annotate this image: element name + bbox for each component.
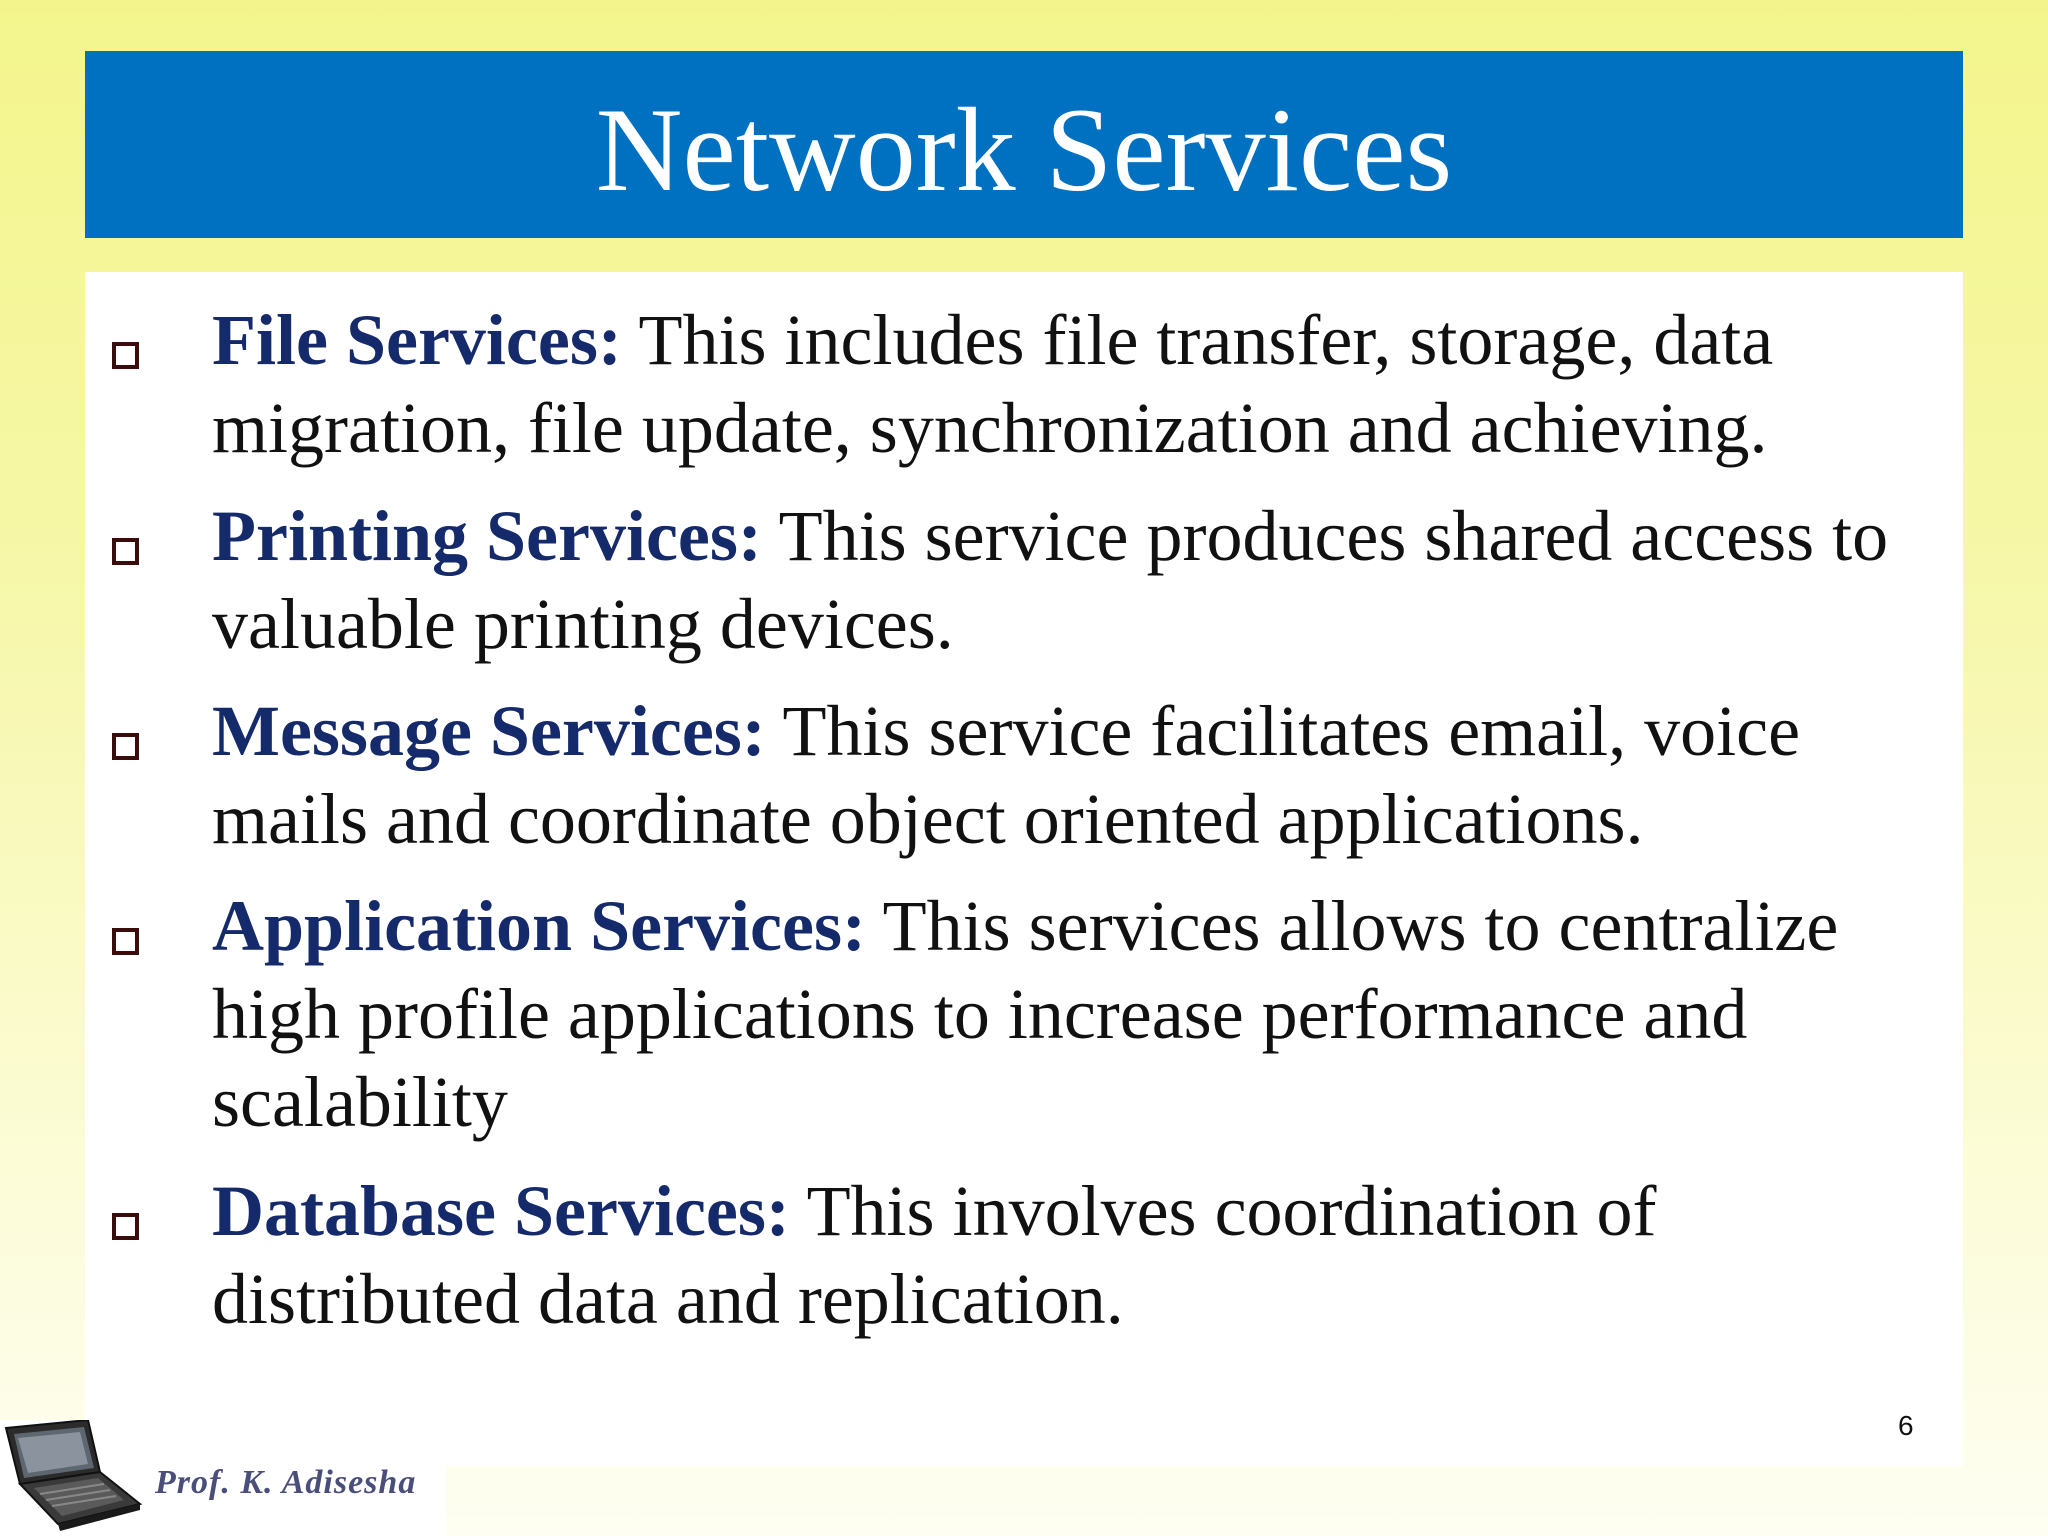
bullet-text: [212, 687, 1952, 863]
bullet-term: Application Services:: [212, 886, 866, 966]
square-bullet-icon: [112, 538, 139, 565]
slide-title: Network Services: [595, 82, 1453, 216]
bullet-text: [212, 492, 1952, 668]
title-bar: [85, 51, 1963, 238]
square-bullet-icon: [112, 928, 139, 955]
author-name: Prof. K. Adisesha: [155, 1464, 417, 1501]
bullet-description: This involves coordination of distributed data and replication.: [212, 1171, 1657, 1339]
bullet-term: Message Services:: [212, 691, 766, 771]
bullet-text: [212, 296, 1952, 472]
bullet-term: File Services:: [212, 300, 622, 380]
bullet-description: This includes file transfer, storage, data migration, file update, synchronization and achieving.: [212, 300, 1774, 468]
laptop-icon: [0, 1420, 150, 1536]
square-bullet-icon: [112, 1213, 139, 1240]
author-logo: [0, 1420, 446, 1536]
bullet-description: This service facilitates email, voice mails and coordinate object oriented applications.: [212, 691, 1801, 859]
bullet-text: [212, 882, 1952, 1146]
square-bullet-icon: [112, 342, 139, 369]
bullet-term: Printing Services:: [212, 496, 762, 576]
content-panel: [85, 272, 1963, 1466]
bullet-description: This service produces shared access to valuable printing devices.: [212, 496, 1889, 664]
bullet-description: This services allows to centralize high profile applications to increase performance and scalability: [212, 886, 1839, 1142]
bullet-text: [212, 1167, 1952, 1343]
page-number: 6: [1898, 1410, 1914, 1441]
bullet-term: Database Services:: [212, 1171, 790, 1251]
square-bullet-icon: [112, 733, 139, 760]
